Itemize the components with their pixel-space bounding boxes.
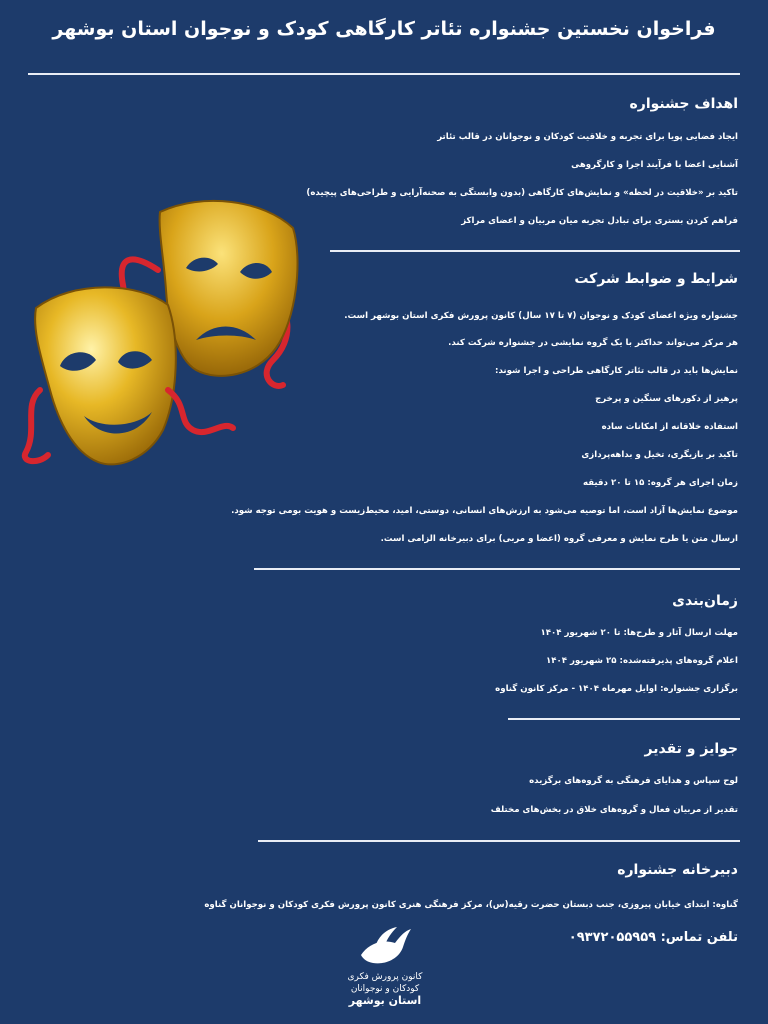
list-item: پرهیز از دکورهای سنگین و پرخرج xyxy=(595,394,738,404)
list-item: ارسال متن یا طرح نمایش و معرفی گروه (اعضا و مربی) برای دبیرخانه الزامی است. xyxy=(380,534,738,544)
list-item: موضوع نمایش‌ها آزاد است، اما توصیه می‌شود به ارزش‌های انسانی، دوستی، امید، محیط‌زیست و هویت بومی توجه شود. xyxy=(231,506,738,516)
section-title: شرایط و ضوابط شرکت xyxy=(574,271,738,287)
section-title: اهداف جشنواره xyxy=(629,96,738,112)
section-title: دبیرخانه جشنواره xyxy=(617,862,738,878)
list-item: اعلام گروه‌های پذیرفته‌شده: ۲۵ شهریور ۱۴۰۴ xyxy=(546,656,738,666)
poster-title: فراخوان نخستین جشنواره تئاتر کارگاهی کودک و نوجوان استان بوشهر xyxy=(52,18,716,40)
list-item: جشنواره ویژه اعضای کودک و نوجوان (۷ تا ۱۷ سال) کانون پرورش فکری استان بوشهر است. xyxy=(344,311,738,321)
list-item: تقدیر از مربیان فعال و گروه‌های خلاق در بخش‌های مختلف xyxy=(490,805,738,815)
phone-number: تلفن تماس: ۰۹۳۷۲۰۵۵۹۵۹ xyxy=(568,930,738,945)
theatre-masks-icon xyxy=(18,190,303,475)
divider xyxy=(508,718,740,720)
list-item: ایجاد فضایی پویا برای تجربه و خلاقیت کودکان و نوجوانان در قالب تئاتر xyxy=(437,132,738,142)
list-item: لوح سپاس و هدایای فرهنگی به گروه‌های برگزیده xyxy=(529,776,738,786)
section-prizes xyxy=(645,741,738,757)
divider xyxy=(254,568,740,570)
divider xyxy=(28,73,740,75)
bird-logo-icon xyxy=(355,925,415,967)
list-item: نمایش‌ها باید در قالب تئاتر کارگاهی طراحی و اجرا شوند: xyxy=(495,366,738,376)
address-text: گناوه: ابتدای خیابان پیروزی، جنب دبستان حضرت رقیه(س)، مرکز فرهنگی هنری کانون پرورش فکری کودکان و نوجوانان گناوه xyxy=(204,900,738,910)
section-conditions xyxy=(574,271,738,287)
kanoon-logo xyxy=(330,925,440,1020)
section-title: زمان‌بندی xyxy=(672,593,738,609)
list-item: استفاده خلاقانه از امکانات ساده xyxy=(601,422,738,432)
section-goals xyxy=(630,96,738,112)
list-item: برگزاری جشنواره: اوایل مهرماه ۱۴۰۴ - مرکز کانون گناوه xyxy=(495,684,738,694)
logo-line: کانون پرورش فکری xyxy=(347,972,423,982)
list-item: مهلت ارسال آثار و طرح‌ها: تا ۲۰ شهریور ۱۴۰۴ xyxy=(540,628,738,638)
section-title: جوایز و تقدیر xyxy=(644,741,738,757)
list-item: زمان اجرای هر گروه: ۱۵ تا ۲۰ دقیقه xyxy=(583,478,738,488)
divider xyxy=(258,840,740,842)
section-secretariat xyxy=(617,862,738,878)
list-item: تاکید بر «خلاقیت در لحظه» و نمایش‌های کارگاهی (بدون وابستگی به صحنه‌آرایی و طراحی‌های پیچیده) xyxy=(306,188,738,198)
section-schedule xyxy=(672,593,738,609)
list-item: تاکید بر بازیگری، تخیل و بداهه‌پردازی xyxy=(581,450,738,460)
list-item: فراهم کردن بستری برای تبادل تجربه میان مربیان و اعضای مراکز xyxy=(461,216,738,226)
list-item: آشنایی اعضا با فرآیند اجرا و کارگروهی xyxy=(571,160,738,170)
list-item: هر مرکز می‌تواند حداکثر با یک گروه نمایشی در جشنواره شرکت کند. xyxy=(448,338,738,348)
logo-line: کودکان و نوجوانان xyxy=(350,984,420,994)
logo-line: استان بوشهر xyxy=(348,994,422,1007)
divider xyxy=(330,250,740,252)
